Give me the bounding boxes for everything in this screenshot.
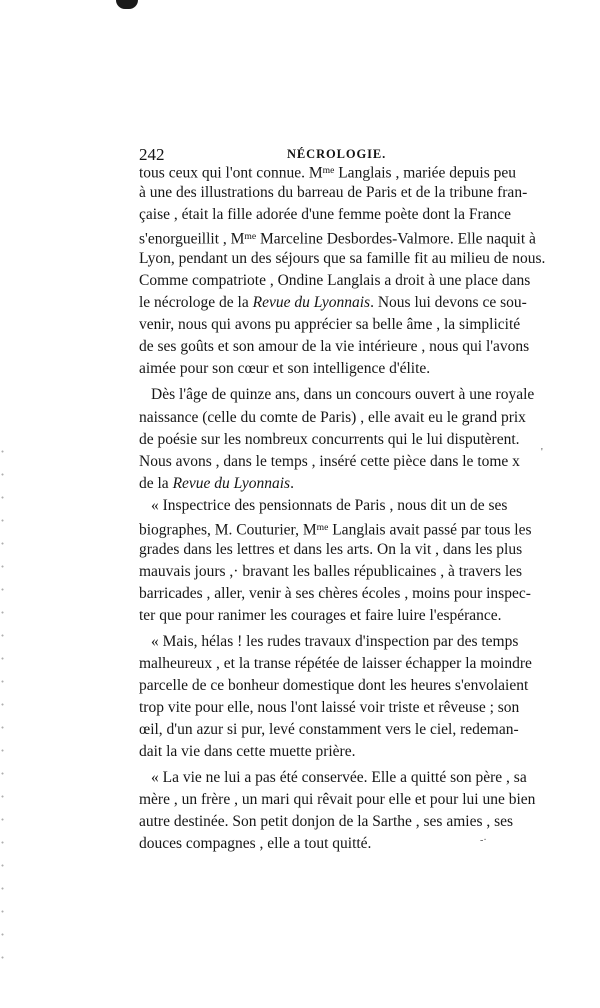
text-line: biographes, M. Couturier, $M^{me}$ Langlais avait passé par tous les [139,521,532,539]
text-line: « Inspectrice des pensionnats de Paris , nous dit un de ses [151,496,508,514]
running-title: NÉCROLOGIE. [287,147,387,161]
text-line: naissance (celle du comte de Paris) , elle avait eu le grand prix [139,408,526,426]
page-number: 242 [139,145,165,164]
text-line: trop vite pour elle, nous l'ont laissé voir triste et rêveuse ; son [139,699,520,717]
text-line: ter que pour ranimer les courages et faire luire l'espérance. [139,606,502,624]
margin-tick-mark: ' [541,447,543,458]
text-line: Comme compatriote , Ondine Langlais a droit à une place dans [139,272,531,290]
text-line: mère , un frère , un mari qui rêvait pour elle et pour lui une bien [139,791,536,809]
text-line: douces compagnes , elle a tout quitté. [139,835,372,853]
text-line: autre destinée. Son petit donjon de la Sarthe , ses amies , ses [139,813,514,831]
text-line: Lyon, pendant un des séjours que sa famille fit au milieu de nous. [139,250,546,268]
text-line: barricades , aller, venir à ses chères écoles , moins pour inspec- [139,584,531,602]
text-line: le nécrologe de la Revue du Lyonnais. Nous lui devons ce sou- [139,294,527,312]
text-line: parcelle de ce bonheur domestique dont les heures s'envolaient [139,677,529,695]
text-line: s'enorgueillit , $M^{me}$ Marceline Desbordes-Valmore. Elle naquit à [139,230,536,248]
text-line: de la Revue du Lyonnais. [139,474,294,492]
text-line: dait la vie dans cette muette prière. [139,743,356,761]
text-line: « Mais, hélas ! les rudes travaux d'inspection par des temps [151,632,519,650]
text-line: œil, d'un azur si pur, levé constamment vers le ciel, redeman- [139,721,519,739]
text-line: mauvais jours ,· bravant les balles républicaines , à travers les [139,562,523,580]
text-line: venir, nous qui avons pu apprécier sa belle âme , la simplicité [139,316,521,334]
body-text [139,160,546,855]
text-line: çaise , était la fille adorée d'une femme poète dont la France [139,206,512,224]
text-line: de ses goûts et son amour de la vie intérieure , nous qui l'avons [139,338,530,356]
footer-dash-mark: -· [480,835,487,846]
text-line: de poésie sur les nombreux concurrents qui le lui disputèrent. [139,430,520,448]
text-line: Dès l'âge de quinze ans, dans un concours ouvert à une royale [151,386,535,404]
ink-smudge [116,0,138,9]
text-line: aimée pour son cœur et son intelligence d'élite. [139,360,431,378]
text-line: grades dans les lettres et dans les arts. On la vit , dans les plus [139,540,523,558]
page-edge-specks [0,440,8,960]
text-line: à une des illustrations du barreau de Paris et de la tribune fran- [139,184,528,202]
text-line: Nous avons , dans le temps , inséré cette pièce dans le tome x [139,452,520,470]
text-line: « La vie ne lui a pas été conservée. Elle a quitté son père , sa [151,769,527,787]
text-line: malheureux , et la transe répétée de laisser échapper la moindre [139,655,532,673]
text-line: tous ceux qui l'ont connue. $M^{me}$ Langlais , mariée depuis peu [139,164,516,182]
